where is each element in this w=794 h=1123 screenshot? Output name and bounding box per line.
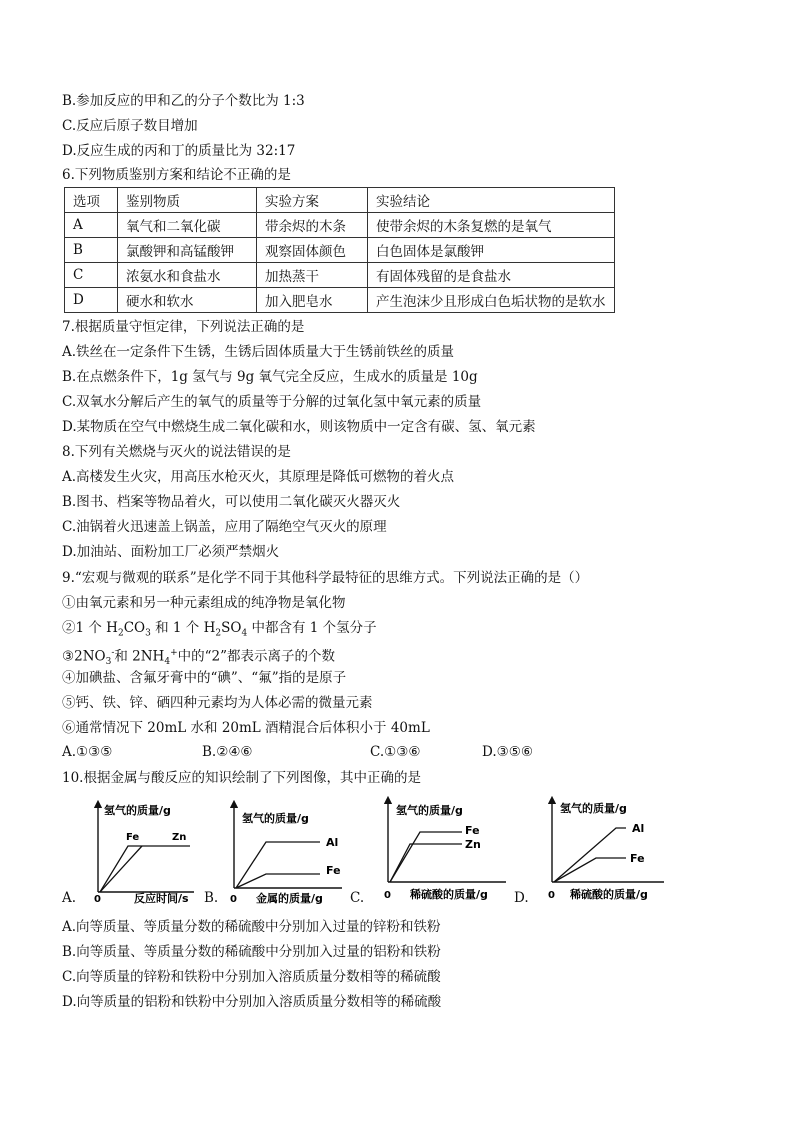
q8-option-c: C.油锅着火迅速盖上锅盖，应用了隔绝空气灭火的原理 <box>62 519 387 535</box>
series-label: Al <box>632 822 645 835</box>
graph-c-letter: C. <box>350 890 365 906</box>
table-header-cell: 实验结论 <box>368 188 615 213</box>
q9-statement-4: ④加碘盐、含氟牙膏中的“碘”、“氟”指的是原子 <box>62 670 347 686</box>
table-cell: 有固体残留的是食盐水 <box>368 263 615 288</box>
q9-statement-6: ⑥通常情况下 20mL 水和 20mL 酒精混合后体积小于 40mL <box>62 720 430 736</box>
table-cell: 氧气和二氧化碳 <box>118 213 257 238</box>
q5-option-c: C.反应后原子数目增加 <box>62 118 198 134</box>
series-line-al <box>554 828 626 882</box>
x-axis-label: 稀硫酸的质量/g <box>570 888 648 901</box>
origin-label: 0 <box>384 890 391 901</box>
series-label: Al <box>326 836 339 849</box>
x-axis-label: 稀硫酸的质量/g <box>410 888 488 901</box>
q6-table <box>64 187 615 313</box>
series-line-fe <box>100 846 142 892</box>
series-line-fe <box>236 874 320 888</box>
series-line-zn <box>100 846 190 892</box>
q7-option-c: C.双氧水分解后产生的氧气的质量等于分解的过氧化氢中氧元素的质量 <box>62 394 482 410</box>
q10-option-b: B.向等质量、等质量分数的稀硫酸中分别加入过量的铝粉和铁粉 <box>62 944 441 960</box>
series-label: Fe <box>326 864 341 877</box>
graph-d <box>540 796 670 906</box>
q8-option-b: B.图书、档案等物品着火，可以使用二氧化碳灭火器灭火 <box>62 494 401 510</box>
q8-option-d: D.加油站、面粉加工厂必须严禁烟火 <box>62 544 280 560</box>
series-label: Fe <box>126 832 140 843</box>
x-axis-label: 金属的质量/g <box>256 892 323 905</box>
table-row <box>65 238 615 263</box>
table-cell: 氯酸钾和高锰酸钾 <box>118 238 257 263</box>
graph-a <box>82 798 200 906</box>
table-cell: 白色固体是氯酸钾 <box>368 238 615 263</box>
q9-statement-2: ②1 个 $H_2CO_3$ 和 1 个 $H_2SO_4$ 中都含有 1 个氢分子 <box>62 620 377 639</box>
graph-a-letter: A. <box>62 890 77 906</box>
origin-label: 0 <box>548 890 555 901</box>
q10-option-a: A.向等质量、等质量分数的稀硫酸中分别加入过量的锌粉和铁粉 <box>62 919 441 935</box>
x-axis-label: 反应时间/s <box>134 892 189 905</box>
q9-stem: 9.“宏观与微观的联系”是化学不同于其他科学最特征的思维方式。下列说法正确的是（） <box>62 570 589 586</box>
q9-statement-1: ①由氧元素和另一种元素组成的纯净物是氧化物 <box>62 595 346 611</box>
table-header-cell: 选项 <box>65 188 118 213</box>
table-cell: 产生泡沫少且形成白色垢状物的是软水 <box>368 288 615 313</box>
graph-c <box>372 796 512 906</box>
q9-choices <box>62 744 702 762</box>
q9-statement-5: ⑤钙、铁、锌、硒四种元素均为人体必需的微量元素 <box>62 695 373 711</box>
q7-option-d: D.某物质在空气中燃烧生成二氧化碳和水，则该物质中一定含有碳、氢、氧元素 <box>62 419 536 435</box>
q6-stem: 6.下列物质鉴别方案和结论不正确的是 <box>62 167 291 183</box>
series-line-fe <box>390 832 462 882</box>
q7-stem: 7.根据质量守恒定律，下列说法正确的是 <box>62 319 305 335</box>
table-row <box>65 213 615 238</box>
table-cell: A <box>65 213 118 238</box>
table-cell: 使带余烬的木条复燃的是氧气 <box>368 213 615 238</box>
table-header-cell: 实验方案 <box>257 188 368 213</box>
y-axis-label: 氢气的质量/g <box>104 804 171 817</box>
table-cell: 加入肥皂水 <box>257 288 368 313</box>
table-cell: B <box>65 238 118 263</box>
series-line-fe <box>554 858 626 882</box>
table-cell: 加热蒸干 <box>257 263 368 288</box>
y-axis-label: 氢气的质量/g <box>242 812 309 825</box>
q9-choice-b: B.②④⑥ <box>202 744 253 760</box>
origin-label: 0 <box>230 894 237 905</box>
q7-option-a: A.铁丝在一定条件下生锈，生锈后固体质量大于生锈前铁丝的质量 <box>62 344 455 360</box>
table-row <box>65 263 615 288</box>
q10-option-d: D.向等质量的铝粉和铁粉中分别加入溶质质量分数相等的稀硫酸 <box>62 994 442 1010</box>
series-label: Zn <box>465 838 481 851</box>
table-header-cell: 鉴别物质 <box>118 188 257 213</box>
q10-stem: 10.根据金属与酸反应的知识绘制了下列图像，其中正确的是 <box>62 770 421 786</box>
series-line-al <box>236 842 320 888</box>
q9-choice-a: A.①③⑤ <box>62 744 113 760</box>
table-row <box>65 288 615 313</box>
table-cell: C <box>65 263 118 288</box>
graph-d-letter: D. <box>514 890 529 906</box>
table-cell: 浓氨水和食盐水 <box>118 263 257 288</box>
graph-b <box>222 798 350 906</box>
q5-option-b: B.参加反应的甲和乙的分子个数比为 1:3 <box>62 93 305 109</box>
graph-b-letter: B. <box>204 890 219 906</box>
q9-choice-c: C.①③⑥ <box>370 744 421 760</box>
q8-option-a: A.高楼发生火灾，用高压水枪灭火，其原理是降低可燃物的着火点 <box>62 469 455 485</box>
q7-option-b: B.在点燃条件下，1g 氢气与 9g 氧气完全反应，生成水的质量是 10g <box>62 369 478 385</box>
y-axis-label: 氢气的质量/g <box>560 802 627 815</box>
table-cell: D <box>65 288 118 313</box>
q5-option-d: D.反应生成的丙和丁的质量比为 32:17 <box>62 143 296 159</box>
q10-option-c: C.向等质量的锌粉和铁粉中分别加入溶质质量分数相等的稀硫酸 <box>62 969 441 985</box>
series-label: Fe <box>630 852 645 865</box>
series-label: Fe <box>465 824 480 837</box>
table-cell: 带余烬的木条 <box>257 213 368 238</box>
table-cell: 硬水和软水 <box>118 288 257 313</box>
series-label: Zn <box>172 832 187 843</box>
y-axis-label: 氢气的质量/g <box>396 804 463 817</box>
table-header-row <box>65 188 615 213</box>
origin-label: 0 <box>94 894 101 905</box>
q8-stem: 8.下列有关燃烧与灭火的说法错误的是 <box>62 444 291 460</box>
q9-statement-3: $③2NO_3^-$和 $2NH_4^+$中的“2”都表示离子的个数 <box>62 648 336 668</box>
table-cell: 观察固体颜色 <box>257 238 368 263</box>
q9-choice-d: D.③⑤⑥ <box>482 744 533 760</box>
